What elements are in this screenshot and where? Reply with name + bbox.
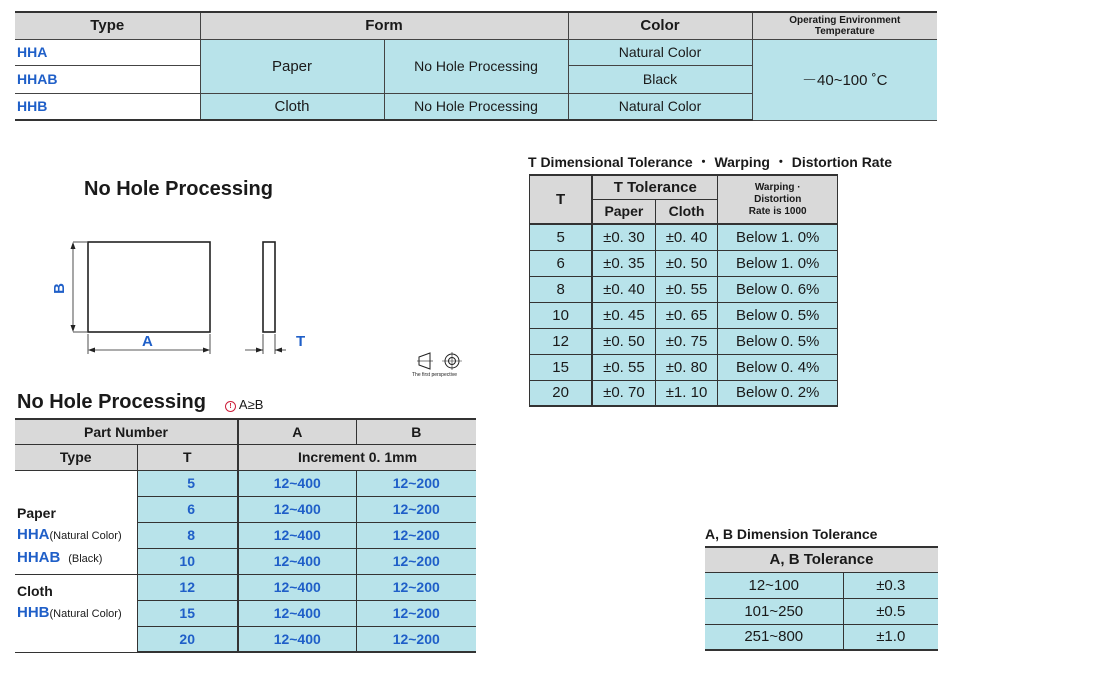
t-value: 6 — [137, 496, 238, 522]
t-value: 5 — [530, 224, 593, 250]
warping-rate: Below 0. 4% — [718, 354, 838, 380]
t-value: 20 — [137, 626, 238, 652]
paper-tolerance: ±0. 55 — [592, 354, 655, 380]
plate-front-view — [88, 242, 210, 332]
t-value: 8 — [530, 276, 593, 302]
first-angle-projection-icon — [417, 352, 463, 370]
ab-tolerance-caption: A, B Dimension Tolerance — [705, 526, 878, 542]
t-header: T — [530, 175, 593, 224]
t-value: 15 — [530, 354, 593, 380]
t-value: 15 — [137, 600, 238, 626]
warping-header: Warping · Distortion Rate is 1000 — [718, 175, 838, 224]
a-range: 12~400 — [238, 548, 356, 574]
ab-tolerance: ±0.3 — [843, 572, 938, 598]
t-header: T — [137, 444, 238, 470]
paper-no-hole: No Hole Processing — [384, 39, 568, 93]
form-header: Form — [200, 12, 568, 39]
type-header: Type — [15, 444, 137, 470]
cloth-tolerance: ±0. 65 — [655, 302, 718, 328]
note-icon: ! — [225, 401, 236, 412]
warping-rate: Below 0. 5% — [718, 328, 838, 354]
b-range: 12~200 — [356, 600, 476, 626]
color-natural: (Natural Color) — [49, 529, 122, 542]
t-value: 20 — [530, 380, 593, 406]
t-tolerance-table — [529, 174, 838, 407]
color-header: Color — [568, 12, 752, 39]
part-number-title: No Hole Processing — [17, 391, 206, 413]
color-black: Black — [568, 65, 752, 93]
paper-cell: Paper — [200, 39, 384, 93]
paper-tolerance: ±0. 30 — [592, 224, 655, 250]
type-header: Type — [15, 12, 200, 39]
increment-header: Increment 0. 1mm — [238, 444, 476, 470]
cloth-cell: Cloth — [200, 93, 384, 120]
warping-rate: Below 0. 2% — [718, 380, 838, 406]
cloth-material: Cloth — [17, 582, 53, 599]
a-range: 12~400 — [238, 626, 356, 652]
color-natural-cloth: Natural Color — [568, 93, 752, 120]
paper-type-group — [15, 470, 137, 574]
table-row — [530, 224, 838, 250]
a-range: 12~400 — [238, 600, 356, 626]
ab-tolerance-header: A, B Tolerance — [705, 547, 938, 572]
environment-header: Operating Environment Temperature — [752, 12, 937, 39]
diagram-title: No Hole Processing — [84, 178, 273, 200]
color-natural: (Natural Color) — [49, 607, 122, 620]
warping-rate: Below 0. 5% — [718, 302, 838, 328]
label-b: B — [50, 283, 68, 294]
table-row — [15, 574, 476, 600]
paper-tolerance: ±0. 45 — [592, 302, 655, 328]
table-row — [530, 380, 838, 406]
label-t: T — [296, 333, 306, 350]
paper-tolerance: ±0. 35 — [592, 250, 655, 276]
ab-range: 101~250 — [705, 598, 843, 624]
a-range: 12~400 — [238, 496, 356, 522]
ab-range: 251~800 — [705, 624, 843, 650]
table-row — [530, 328, 838, 354]
t-value: 12 — [530, 328, 593, 354]
t-value: 5 — [137, 470, 238, 496]
cloth-tolerance: ±0. 75 — [655, 328, 718, 354]
color-black: (Black) — [68, 552, 103, 565]
note-text: A≥B — [238, 397, 264, 412]
color-natural-paper: Natural Color — [568, 39, 752, 65]
b-range: 12~200 — [356, 626, 476, 652]
t-value: 12 — [137, 574, 238, 600]
plate-side-view — [263, 242, 275, 332]
code-hhb: HHB — [17, 603, 50, 621]
projection-caption: The first perspective — [412, 372, 458, 378]
paper-material: Paper — [17, 504, 56, 521]
t-value: 6 — [530, 250, 593, 276]
ab-tolerance: ±0.5 — [843, 598, 938, 624]
ab-range: 12~100 — [705, 572, 843, 598]
cloth-tolerance: ±1. 10 — [655, 380, 718, 406]
warping-rate: Below 0. 6% — [718, 276, 838, 302]
part-number-header: Part Number — [15, 419, 238, 444]
part-number-table — [15, 418, 476, 653]
table-row — [705, 572, 938, 598]
table-row — [705, 598, 938, 624]
cloth-header: Cloth — [655, 199, 718, 224]
paper-tolerance: ±0. 40 — [592, 276, 655, 302]
cloth-type-group — [15, 574, 137, 652]
b-range: 12~200 — [356, 470, 476, 496]
t-tolerance-header: T Tolerance — [592, 175, 718, 199]
t-tolerance-rows — [530, 224, 838, 406]
table-row — [530, 276, 838, 302]
note-badge — [225, 397, 263, 412]
warping-rate: Below 1. 0% — [718, 224, 838, 250]
code-hha: HHA — [17, 525, 50, 543]
dimension-diagram — [40, 230, 290, 360]
table-row — [530, 302, 838, 328]
b-range: 12~200 — [356, 548, 476, 574]
type-hha: HHA — [15, 39, 200, 65]
cloth-tolerance: ±0. 40 — [655, 224, 718, 250]
t-value: 10 — [137, 548, 238, 574]
b-header: B — [356, 419, 476, 444]
a-range: 12~400 — [238, 470, 356, 496]
form-table — [15, 11, 937, 121]
paper-tolerance: ±0. 50 — [592, 328, 655, 354]
table-row — [530, 250, 838, 276]
code-hhab: HHAB — [17, 548, 61, 566]
b-range: 12~200 — [356, 574, 476, 600]
b-range: 12~200 — [356, 522, 476, 548]
a-range: 12~400 — [238, 574, 356, 600]
temperature-cell: －40~100 ˚C — [752, 39, 937, 120]
type-hhab: HHAB — [15, 65, 200, 93]
table-row — [705, 624, 938, 650]
cloth-tolerance: ±0. 50 — [655, 250, 718, 276]
cloth-tolerance: ±0. 80 — [655, 354, 718, 380]
cloth-no-hole: No Hole Processing — [384, 93, 568, 120]
b-range: 12~200 — [356, 496, 476, 522]
paper-tolerance: ±0. 70 — [592, 380, 655, 406]
t-value: 10 — [530, 302, 593, 328]
table-row — [530, 354, 838, 380]
warping-rate: Below 1. 0% — [718, 250, 838, 276]
type-hhb: HHB — [15, 93, 200, 120]
ab-tolerance-table — [705, 546, 938, 651]
table-row — [15, 470, 476, 496]
label-a: A — [142, 333, 153, 350]
t-value: 8 — [137, 522, 238, 548]
cloth-tolerance: ±0. 55 — [655, 276, 718, 302]
ab-tolerance: ±1.0 — [843, 624, 938, 650]
a-range: 12~400 — [238, 522, 356, 548]
paper-header: Paper — [592, 199, 655, 224]
a-header: A — [238, 419, 356, 444]
t-tolerance-caption: T Dimensional Tolerance ・ Warping ・ Distortion Rate — [528, 154, 893, 170]
